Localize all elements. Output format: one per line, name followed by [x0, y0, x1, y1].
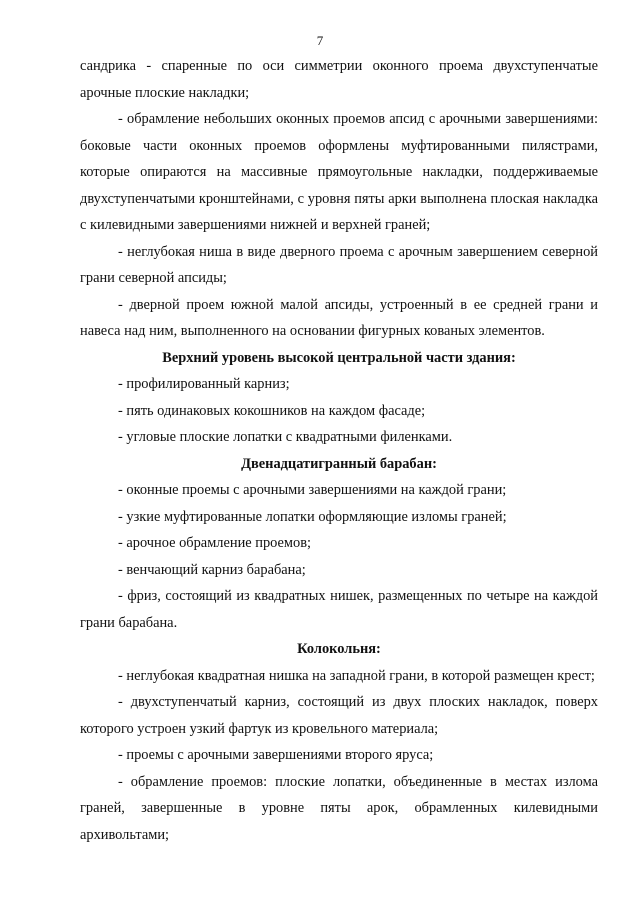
list-item-opening-framing: - обрамление проемов: плоские лопатки, объединенные в местах излома граней, завершенные в уровне пяты арок, обрамленных килевидными архивольтами;: [80, 773, 598, 843]
page-number: 7: [316, 33, 324, 48]
list-item-second-tier-openings: - проемы с арочными завершениями второго яруса;: [118, 747, 434, 763]
paragraph-niche: - неглубокая ниша в виде дверного проема с арочным завершением северной грани северной апсиды;: [80, 243, 598, 286]
paragraph-window-framing: - обрамление небольших оконных проемов апсид с арочными завершениями: боковые части оконных проемов оформлены муфтированными пилястрами, которые опираются на массивные прямоугольные накладки, поддерживаемые двухступенчатыми кронштейнами, с уровня пяты арки выполнена плоская накладка с килевидными завершениями нижней и верхней граней;: [80, 111, 598, 233]
list-item-corner-pilasters: - угловые плоские лопатки с квадратными филенками.: [118, 429, 453, 445]
section-heading-bell-tower: Колокольня:: [297, 641, 381, 657]
list-item-arch-framing: - арочное обрамление проемов;: [118, 535, 312, 551]
section-heading-drum: Двенадцатигранный барабан:: [241, 455, 437, 472]
list-item-cornice: - профилированный карниз;: [118, 376, 290, 392]
list-item-drum-windows: - оконные проемы с арочными завершениями на каждой грани;: [118, 482, 507, 498]
paragraph-sandrik: сандрика - спаренные по оси симметрии оконного проема двухступенчатые арочные плоские накладки;: [80, 58, 598, 101]
list-item-drum-pilasters: - узкие муфтированные лопатки оформляющие изломы граней;: [118, 508, 507, 525]
list-item-two-step-cornice: - двухступенчатый карниз, состоящий из двух плоских накладок, поверх которого устроен узкий фартук из кровельного материала;: [80, 694, 598, 737]
document-body: [80, 53, 598, 848]
list-item-frieze: - фриз, состоящий из квадратных нишек, размещенных по четыре на каждой грани барабана.: [80, 588, 598, 631]
section-heading-upper-level: Верхний уровень высокой центральной части здания:: [162, 349, 516, 366]
paragraph-door-opening: - дверной проем южной малой апсиды, устроенный в ее средней грани и навеса над ним, выполненного на основании фигурных кованых элементов.: [80, 296, 598, 339]
list-item-square-niche: - неглубокая квадратная нишка на западной грани, в которой размещен крест;: [118, 667, 595, 684]
list-item-drum-cornice: - венчающий карниз барабана;: [118, 561, 306, 578]
list-item-kokoshniks: - пять одинаковых кокошников на каждом фасаде;: [118, 402, 426, 419]
